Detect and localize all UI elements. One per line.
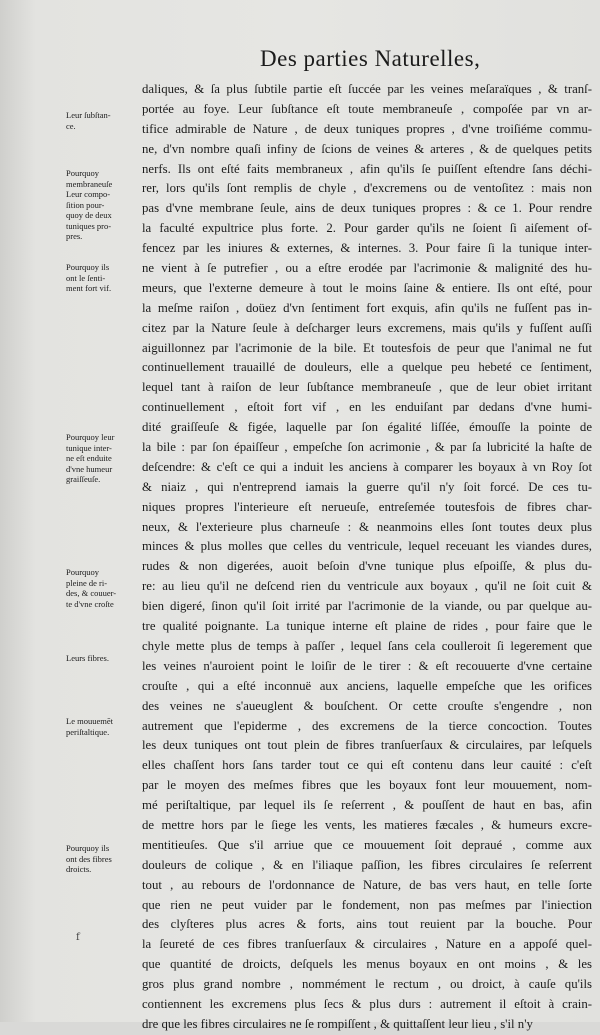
text-line: les deux tuniques ont tout plein de fibres tranſuerſaux & circulaires, par leſquels (142, 738, 592, 753)
text-line: tifice admirable de Nature , de deux tuniques propres , d'vne troiſiéme commu- (142, 121, 592, 136)
text-line: dre que les fibres circulaires ne ſe rompiſſent , & quittaſſent leur lieu , s'il n'y (142, 1016, 533, 1031)
text-line: daliques, & ſa plus ſubtile partie eſt ſuccée par les veines meſaraïques , & tranſ- (142, 82, 592, 96)
text-line: rudes & non digerées, auoit beſoin d'vne tunique plus eſpoiſſe, & plus du- (142, 559, 592, 574)
text-line: la meſme raiſon , doüez d'vn ſentiment fort exquis, afin qu'ils ne fuſſent pas in- (142, 300, 592, 315)
text-line: dité graiſſeuſe & figée, laquelle par ſon égalité liſſée, émouſſe la pointe de (142, 420, 592, 435)
text-line: ne, d'vn nombre quaſi infiny de ſcions de veines & arteres , & de quelques petits (142, 141, 592, 156)
text-line: douleurs de colique , & en l'iliaque paſſion, les fibres circulaires ſe reſerrent (142, 857, 592, 872)
text-line: mé periſtaltique, par lequel ils ſe reſerrent , & pouſſent de haut en bas, afin (142, 798, 592, 813)
text-line: les veines n'auroient point le loiſir de le tirer : & eſt recouuerte d'vne certaine (142, 658, 592, 673)
text-line: par le moyen des meſmes fibres que les boyaux font leur mouuement, nom- (142, 778, 592, 793)
text-line: neux, & l'exterieure plus charneuſe : & neanmoins elles ſont toutes deux plus (142, 519, 592, 534)
text-line: gros plus grand nombre , nommément le rectum , ou droict, à cauſe qu'ils (142, 977, 592, 992)
text-line: fencez par les iniures & externes, & internes. 3. Pour faire ſi la tunique inter- (142, 241, 592, 256)
page-mark: f (76, 932, 80, 943)
text-line: citez par la Nature ſeule à deſcharger leurs excremens, mais qu'ils y fuſſent auſſi (142, 320, 592, 335)
text-line: la ſeureté de ces fibres tranſuerſaux & circulaires , Nature en a appoſé quel- (142, 937, 592, 952)
margin-note-sentiment: Pourquoy ils ont le ſenti- ment fort vif. (66, 262, 112, 293)
running-title: Des parties Naturelles, (260, 46, 481, 71)
text-line: que rien ne peut vuider par le fondement, non pas meſmes par l'iniection (142, 897, 592, 912)
text-line: chyle mette plus de temps à paſſer , lequel ſans cela coulleroit ſi legerement que (142, 638, 592, 653)
text-line: deſcendre: & c'eſt ce qui a induit les anciens à comparer les boyaux à vn Roy ſot (142, 459, 592, 474)
text-line: mentitieuſes. Que s'il arriue que ce mouuement ſoit depraué , comme aux (142, 837, 592, 852)
margin-note-membrane: Pourquoy membraneuſe Leur compo- ſition pour- quoy de deux tuniques pro- pres. (66, 168, 113, 241)
text-line: contiennent les excremens plus ſecs & plus durs : autrement il eſtoit à crain- (142, 996, 592, 1011)
margin-note-straight-fibers: Pourquoy ils ont des fibres droicts. (66, 843, 112, 874)
text-line: aiguillonnez par l'acrimonie de la bile. Et toutesfois de peur que l'animal ne fut (142, 340, 592, 355)
margin-note-peristaltic: Le mouuemēt periſtaltique. (66, 716, 113, 737)
text-line: crouſte , qui a eſté inconnuë aux anciens, laquelle empeſche que les orifices (142, 678, 592, 693)
text-line: bien digeré, ſinon qu'il ſoit irrité par l'acrimonie de la viande, ou par quelque au- (142, 599, 592, 614)
text-line: rer, lors qu'ils ſont remplis de chyle , d'excremens ou de ventoſitez : mais non (142, 181, 592, 196)
text-line: tre qualité poignante. La tunique interne eſt plaine de rides , pour faire que le (142, 619, 592, 634)
text-line: la bile : par ſon épaiſſeur , empeſche ſon acrimonie , & par ſa lubricité la haſte de (142, 440, 592, 455)
text-line: portée au foye. Leur ſubſtance eſt toute membraneuſe , compoſée par vn ar- (142, 101, 592, 116)
text-line: elles chaſſent hors ſans tarder tout ce qui eſt contenu dans leur cauité : c'eſt (142, 758, 592, 773)
text-line: ne vient à ſe putrefier , ou a eſtre erodée par l'acrimonie & malignité des hu- (142, 261, 592, 276)
text-line: la faculté expultrice plus forte. 2. Pour garder qu'ils ne ſoient ſi aiſement of- (142, 221, 592, 236)
text-line: de mettre hors par le ſiege les vents, les matieres fæcales , & humeurs excre- (142, 817, 592, 832)
text-line: pas d'vne membrane ſeule, ains de deux tuniques propres : & ce 1. Pour rendre (142, 201, 592, 216)
text-line: des veines ne s'aueuglent & bouſchent. Or cette crouſte s'engendre , non (142, 698, 592, 713)
text-line: niques propres l'interieure eſt nerueuſe, entreſemée toutesfois de fibres char- (142, 499, 592, 514)
text-line: continuellement trauaillé de douleurs, elle a quelque peu hebeté ce ſentiment, (142, 360, 592, 375)
text-line: autrement que l'epiderme , des excremens de la tierce concoction. Toutes (142, 718, 592, 733)
text-line: nerfs. Ils ont eſté faits membraneux , afin qu'ils ſe puiſſent eſtendre ſans déchi- (142, 161, 592, 176)
text-line: que quantité de droicts, deſquels les menus boyaux en ont moins , & les (142, 957, 592, 972)
margin-note-tunic: Pourquoy leur tunique inter- ne eſt enduite d'vne humeur graiſſeuſe. (66, 432, 115, 484)
text-line: re: au lieu qu'il ne deſcend rien du ventricule aux boyaux , qu'il ne ſoit cuit & (142, 579, 592, 594)
text-line: continuellement , eſtoit fort vif , en les enduiſant par dedans d'vne humi- (142, 400, 592, 415)
margin-note-wrinkles: Pourquoy pleine de ri- des, & couuer- te d'vne croſte (66, 567, 117, 609)
text-line: minces & plus molles que celles du ventricule, lequel receuant les viandes dures, (142, 539, 592, 554)
body-text (142, 80, 592, 1035)
text-line: tout , au rebours de l'ordonnance de Nature, de bas vers haut, en telle ſorte (142, 877, 592, 892)
text-line: meurs, que l'externe demeure à tout le moins ſaine & entiere. Ils ont eſté, pour (142, 280, 592, 295)
text-line: lequel tant à raiſon de leur ſubſtance membraneuſe , que de leur obiet irritant (142, 380, 592, 395)
text-line: & niaiz , qui n'entreprend iamais la guerre qu'il n'y ſoit forcé. De ces tu- (142, 479, 592, 494)
margin-note-substance: Leur ſubſtan- ce. (66, 110, 111, 131)
margin-note-fibers: Leurs fibres. (66, 653, 109, 663)
text-line: des clyſteres plus acres & forts, ains tout reuient par la bouche. Pour (142, 917, 592, 932)
